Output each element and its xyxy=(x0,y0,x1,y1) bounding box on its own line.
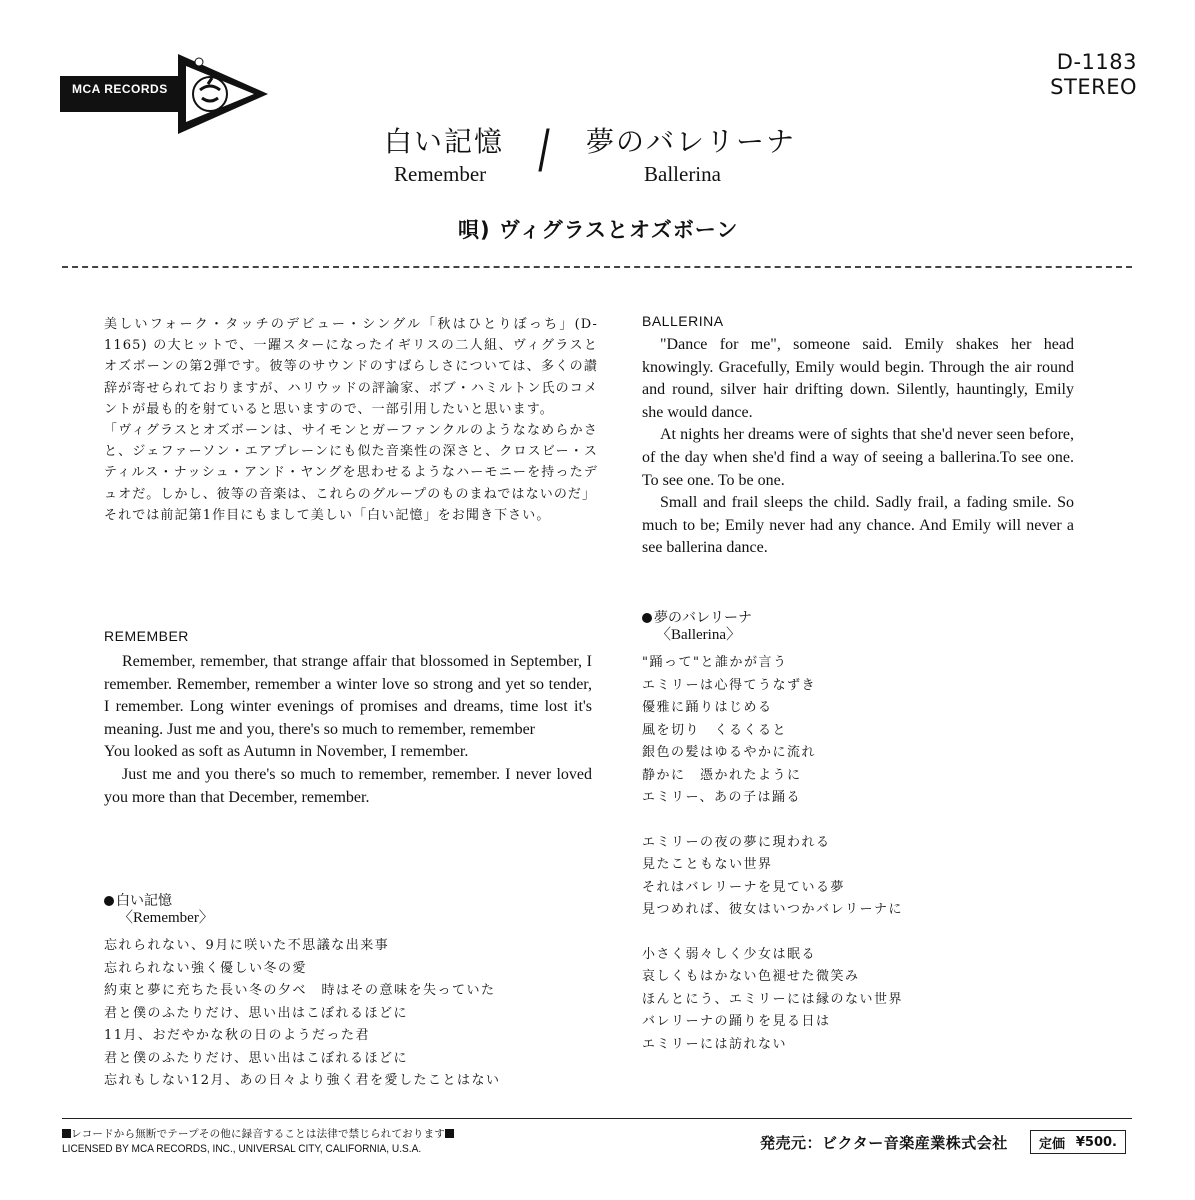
square-icon xyxy=(445,1129,454,1138)
side-b-title-en: Ballerina xyxy=(644,162,721,186)
license-text: LICENSED BY MCA RECORDS, INC., UNIVERSAL CITY, CALIFORNIA, U.S.A. xyxy=(62,1143,422,1155)
lyric-line: 見たこともない世界 xyxy=(642,857,773,872)
side-b-title-ja: 夢のバレリーナ xyxy=(586,125,797,158)
liner-notes-paragraph: 美しいフォーク・タッチのデビュー・シングル「秋はひとりぼっち」(D-1165) の大ヒットで、一躍スターになったイギリスの二人組、ヴィグラスとオズボーンの第2弾です。彼等のサウンドのすばらしさについては、多くの讃辞が寄せられておりますが、ハリウッドの評論家、ボブ・ハミルトン氏のコメントが最も的を射ていると思いますので、一部引用したいと思います。 xyxy=(104,317,598,417)
remember-heading: REMEMBER xyxy=(104,628,189,644)
lyric-line: 銀色の髪はゆるやかに流れ xyxy=(642,745,817,760)
lyric-line: 約束と夢に充ちた長い冬の夕べ 時はその意味を失っていた xyxy=(104,983,496,998)
lyric-line: 静かに 憑かれたように xyxy=(642,767,802,783)
ballerina-lyrics-en xyxy=(642,334,1074,560)
square-icon xyxy=(62,1129,71,1138)
lyric-paragraph: Small and frail sleeps the child. Sadly frail, a fading smile. So much to be; Emily never had any chance. And Emily will never a see ballerina dance. xyxy=(642,494,1074,557)
lyric-line: "踊って"と誰かが言う xyxy=(642,655,788,670)
lyric-line: ほんとにう、エミリーには縁のない世界 xyxy=(642,991,904,1007)
format-label: STEREO xyxy=(1050,75,1137,99)
remember-ja-header xyxy=(104,892,214,927)
mca-records-logo xyxy=(60,50,272,138)
ballerina-heading: BALLERINA xyxy=(642,313,724,329)
lyric-line: エミリーの夜の夢に現われる xyxy=(642,834,831,850)
lyric-line: バレリーナの踊りを見る日は xyxy=(642,1014,831,1029)
lyric-line: エミリー、あの子は踊る xyxy=(642,790,801,805)
bullet-icon xyxy=(642,613,652,623)
lyric-paragraph: You looked as soft as Autumn in November, I remember. xyxy=(104,743,469,761)
remember-ja-subtitle: 〈Remember〉 xyxy=(118,910,214,926)
title-separator: / xyxy=(538,119,550,184)
side-a-title-en: Remember xyxy=(394,162,487,186)
price-label: 定価 xyxy=(1039,1136,1066,1152)
lyric-line: 君と僕のふたりだけ、思い出はこぼれるほどに xyxy=(104,1005,408,1021)
lyric-paragraph: "Dance for me", someone said. Emily shakes her head knowingly. Gracefully, Emily would begin. Through the air round and round, silver hair drifting down. Silently, hauntingly, Emily she would dance. xyxy=(642,336,1074,421)
lyric-line: エミリーは心得てうなずき xyxy=(642,677,817,693)
legal-notice-text: レコードから無断でテープその他に録音することは法律で禁じられております xyxy=(71,1128,445,1140)
ballerina-ja-subtitle: 〈Ballerina〉 xyxy=(656,627,741,643)
lyric-line: 哀しくもはかない色褪せた微笑み xyxy=(642,969,860,984)
legal-notice xyxy=(62,1126,454,1141)
ballerina-ja-header xyxy=(642,609,752,644)
liner-notes-paragraph: それでは前記第1作目にもまして美しい「白い記憶」をお聞き下さい。 xyxy=(104,507,551,523)
catalog-block xyxy=(1050,50,1137,100)
logo-text: MCA RECORDS xyxy=(72,82,168,96)
lyric-line: 小さく弱々しく少女は眠る xyxy=(642,946,817,962)
ballerina-ja-title: 夢のバレリーナ xyxy=(654,610,752,626)
price-value: ¥500. xyxy=(1075,1134,1117,1150)
remember-lyrics-ja xyxy=(104,935,501,1093)
lyric-paragraph: At nights her dreams were of sights that she'd never seen before, of the day when she'd find a way of seeing a ballerina.To see one. To see one. To be one. xyxy=(642,426,1074,489)
remember-lyrics-en xyxy=(104,651,592,809)
lyric-paragraph: Remember, remember, that strange affair that blossomed in September, I remember. Remember, remember a winter love so strong and yet so tender, I remember. Long winter evenings of promises and dreams, time lost it's meaning. Just me and you, there's so much to remember, remember xyxy=(104,653,592,738)
footer-rule xyxy=(62,1118,1132,1119)
publisher: 発売元：ビクター音楽産業株式会社 xyxy=(760,1134,1008,1152)
side-a-title-ja: 白い記憶 xyxy=(384,125,505,158)
lyric-paragraph: Just me and you there's so much to remember, remember. I never loved you more than that December, remember. xyxy=(104,765,592,806)
dashed-divider xyxy=(62,266,1132,268)
lyric-line: それはバレリーナを見ている夢 xyxy=(642,879,846,895)
remember-ja-title: 白い記憶 xyxy=(116,893,172,909)
bullet-icon xyxy=(104,896,114,906)
liner-notes-paragraph: 「ヴィグラスとオズボーンは、サイモンとガーファンクルのようななめらかさと、ジェファーソン・エアプレーンにも似た音楽性の深さと、クロスビー・スティルス・ナッシュ・アンド・ヤングを思わせるようなハーモニーを持ったデュオだ。しかし、彼等の音楽は、これらのグループのものまねではないのだ」 xyxy=(104,423,598,502)
lyric-line: 忘れられない、9月に咲いた不思議な出来事 xyxy=(104,938,390,953)
catalog-number: D-1183 xyxy=(1056,50,1137,74)
lyric-line: 見つめれば、彼女はいつかバレリーナに xyxy=(642,902,904,917)
lyric-line: エミリーには訪れない xyxy=(642,1036,788,1052)
lyric-line: 11月、おだやかな秋の日のようだった君 xyxy=(104,1028,371,1043)
lyric-line: 君と僕のふたりだけ、思い出はこぼれるほどに xyxy=(104,1050,408,1066)
lyric-line: 優雅に踊りはじめる xyxy=(642,700,773,715)
lyric-line: 忘れもしない12月、あの日々より強く君を愛したことはない xyxy=(104,1073,501,1088)
artist-credit: 唄) ヴィグラスとオズボーン xyxy=(458,218,739,242)
liner-notes xyxy=(104,314,598,526)
lyric-line: 忘れられない強く優しい冬の愛 xyxy=(104,960,308,976)
price-box xyxy=(1030,1130,1126,1154)
lyric-line: 風を切り くるくると xyxy=(642,722,788,738)
ballerina-lyrics-ja xyxy=(642,652,903,1056)
